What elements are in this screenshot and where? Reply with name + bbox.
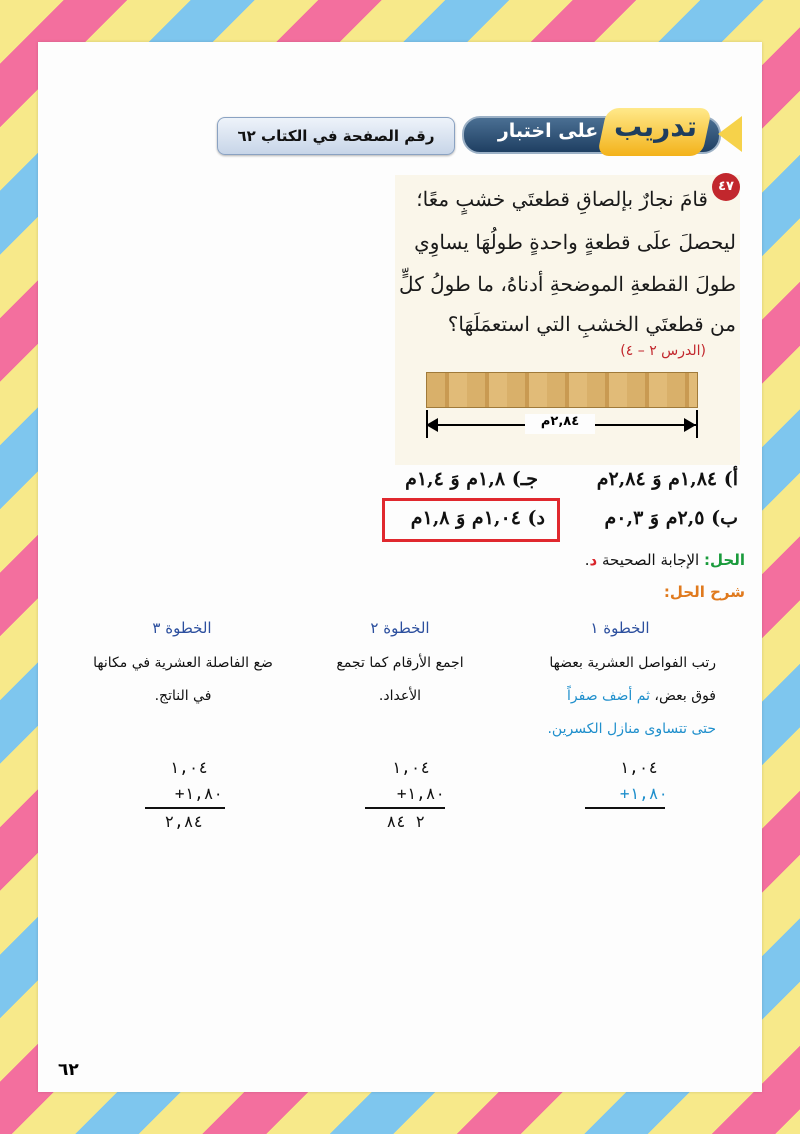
solution-label: الحل: — [704, 551, 745, 569]
banner-arrow-icon — [718, 116, 742, 152]
step-3-line-2: في الناتج. — [154, 688, 212, 704]
step-1-title: الخطوة ١ — [590, 619, 650, 637]
step-3-sum-line — [145, 807, 225, 809]
step-2-title: الخطوة ٢ — [370, 619, 430, 637]
step-1-calc-top — [598, 758, 658, 777]
step-3-body — [70, 647, 296, 713]
step-3-calc-result: ٢,٨٤ — [164, 812, 203, 831]
step-3-bottom-number: +١,٨٠ — [174, 784, 223, 803]
step-2-line-2: الأعداد. — [378, 688, 422, 704]
step-1-line-2 — [476, 680, 716, 713]
practice-banner — [462, 104, 742, 160]
problem-line-4: من قطعتَي الخشبِ التي استعمَلَهَا؟ — [447, 312, 736, 336]
book-page-button[interactable]: رقم الصفحة في الكتاب ٦٢ — [217, 117, 455, 155]
explanation-label: شرح الحل: — [663, 583, 745, 601]
option-b[interactable]: ب) ٢,٥م وَ ٠,٣م — [604, 507, 738, 529]
step-1-body — [476, 647, 716, 746]
step-1-line-3: حتى تتساوى منازل الكسرين. — [547, 721, 716, 737]
dimension-tick-right — [696, 410, 698, 438]
option-d[interactable]: د) ١,٠٤م وَ ١,٨م — [410, 507, 545, 529]
step-2-bottom-number: +١,٨٠ — [396, 784, 445, 803]
question-number-badge: ٤٧ — [712, 173, 740, 201]
step-3-calc-bottom — [148, 784, 223, 803]
step-3-line-1: ضع الفاصلة العشرية في مكانها — [93, 655, 273, 671]
solution-line — [585, 551, 745, 569]
wood-plank-image — [426, 372, 698, 408]
step-2-calc-bottom — [370, 784, 445, 803]
step-2-body — [300, 647, 500, 713]
step-1-line-2a: فوق بعض، — [649, 688, 716, 704]
correct-answer-highlight — [382, 498, 560, 542]
solution-letter: د — [589, 551, 598, 569]
banner-text: على اختبار — [497, 120, 599, 142]
step-1-line-1: رتب الفواصل العشرية بعضها — [549, 655, 716, 671]
step-1-sum-line — [585, 807, 665, 809]
arrow-right-icon — [684, 418, 696, 432]
solution-period: . — [584, 551, 590, 569]
problem-line-2: ليحصلَ علَى قطعةٍ واحدةٍ طولُهَا يساوِي — [414, 230, 736, 254]
problem-line-1: قامَ نجارٌ بإلصاقِ قطعتَي خشبٍ معًا؛ — [416, 187, 708, 211]
step-2-calc-top — [370, 758, 430, 777]
step-2-calc-result: ٢ ٨٤ — [386, 812, 425, 831]
solution-text: الإجابة الصحيحة — [602, 551, 700, 569]
step-2-sum-line — [365, 807, 445, 809]
option-a[interactable]: أ) ١,٨٤م وَ ٢,٨٤م — [596, 468, 738, 490]
page-number: ٦٢ — [58, 1060, 79, 1080]
arrow-left-icon — [426, 418, 438, 432]
problem-line-3: طولَ القطعةِ الموضحةِ أدناهُ، ما طولُ كلٍّ — [399, 272, 736, 296]
step-2-line-1: اجمع الأرقام كما تجمع — [336, 655, 464, 671]
step-1-top-number: ١,٠٤ — [619, 758, 658, 777]
step-3-title: الخطوة ٣ — [152, 619, 212, 637]
step-3-calc-top — [148, 758, 208, 777]
step-3-top-number: ١,٠٤ — [169, 758, 208, 777]
step-1-line-2b: ثم أضف صفراً — [567, 688, 650, 704]
dimension-label: ٢,٨٤م — [525, 414, 595, 434]
lesson-reference: (الدرس ٢ – ٤) — [620, 343, 706, 359]
banner-badge-text: تدريب — [614, 110, 697, 143]
step-1-calc-bottom — [598, 784, 668, 803]
step-1-bottom-number: +١,٨٠ — [619, 784, 668, 803]
option-c[interactable]: جـ) ١,٨م وَ ١,٤م — [405, 468, 538, 490]
step-2-top-number: ١,٠٤ — [391, 758, 430, 777]
